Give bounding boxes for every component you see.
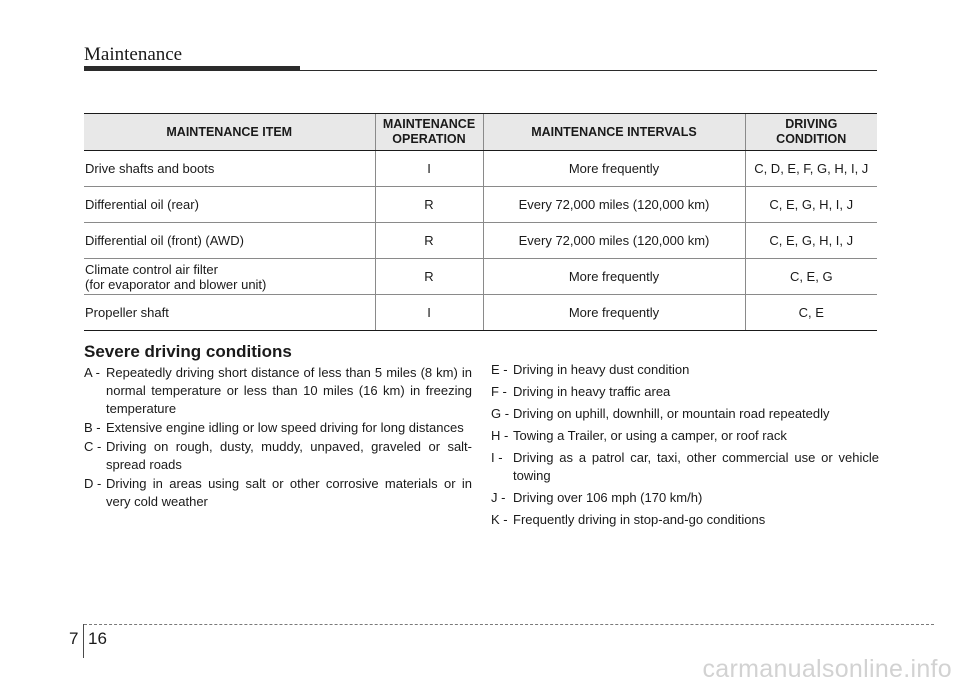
severe-conditions-right-list bbox=[491, 361, 879, 533]
row-operation: R bbox=[375, 187, 483, 223]
list-item bbox=[491, 489, 879, 507]
condition-text: Driving on uphill, downhill, or mountain road repeatedly bbox=[513, 406, 830, 421]
row-interval: More frequently bbox=[483, 259, 745, 295]
footer-dashed-rule bbox=[84, 624, 934, 625]
condition-letter: I - bbox=[491, 450, 503, 465]
column-header-intervals: MAINTENANCE INTERVALS bbox=[483, 114, 745, 151]
row-condition: C, E, G bbox=[745, 259, 877, 295]
row-condition: C, D, E, F, G, H, I, J bbox=[745, 151, 877, 187]
row-interval: More frequently bbox=[483, 151, 745, 187]
row-operation: I bbox=[375, 295, 483, 331]
column-header-condition-text: DRIVING CONDITION bbox=[776, 117, 847, 146]
row-item: Climate control air filter (for evaporator and blower unit) bbox=[84, 259, 375, 295]
condition-text: Driving in heavy dust condition bbox=[513, 362, 690, 377]
list-item bbox=[491, 383, 879, 401]
condition-text: Driving in areas using salt or other corrosive materials or in very cold weather bbox=[106, 476, 472, 509]
row-operation: I bbox=[375, 151, 483, 187]
condition-letter: K - bbox=[491, 512, 508, 527]
condition-text: Extensive engine idling or low speed driving for long distances bbox=[106, 420, 464, 435]
header-rule-thick bbox=[84, 66, 300, 71]
list-item bbox=[84, 438, 472, 474]
condition-text: Driving in heavy traffic area bbox=[513, 384, 671, 399]
row-interval: Every 72,000 miles (120,000 km) bbox=[483, 187, 745, 223]
page-number: 16 bbox=[88, 629, 107, 648]
list-item bbox=[491, 511, 879, 529]
footer-divider bbox=[83, 624, 84, 658]
list-item bbox=[491, 361, 879, 379]
condition-text: Towing a Trailer, or using a camper, or roof rack bbox=[513, 428, 787, 443]
maintenance-table bbox=[84, 113, 877, 331]
table-row bbox=[84, 187, 877, 223]
list-item bbox=[491, 449, 879, 485]
watermark-text: carmanualsonline.info bbox=[702, 655, 952, 683]
table-row bbox=[84, 295, 877, 331]
condition-letter: J - bbox=[491, 490, 506, 505]
condition-letter: H - bbox=[491, 428, 509, 443]
condition-letter: B - bbox=[84, 420, 101, 435]
list-item bbox=[84, 419, 472, 437]
row-operation: R bbox=[375, 223, 483, 259]
condition-text: Frequently driving in stop-and-go conditions bbox=[513, 512, 766, 527]
severe-conditions-left-list bbox=[84, 364, 472, 512]
row-item: Drive shafts and boots bbox=[84, 151, 375, 187]
page-header-title: Maintenance bbox=[84, 44, 183, 65]
condition-letter: A - bbox=[84, 365, 100, 380]
table-header-row bbox=[84, 114, 877, 151]
header-rule-thin bbox=[300, 70, 877, 71]
row-interval: More frequently bbox=[483, 295, 745, 331]
column-header-operation bbox=[375, 114, 483, 151]
row-item: Propeller shaft bbox=[84, 295, 375, 331]
column-header-item: MAINTENANCE ITEM bbox=[84, 114, 375, 151]
condition-text: Driving as a patrol car, taxi, other commercial use or vehicle towing bbox=[513, 450, 879, 483]
condition-text: Driving over 106 mph (170 km/h) bbox=[513, 490, 703, 505]
list-item bbox=[491, 405, 879, 423]
condition-text: Driving on rough, dusty, muddy, unpaved, graveled or salt-spread roads bbox=[106, 439, 472, 472]
row-condition: C, E, G, H, I, J bbox=[745, 187, 877, 223]
column-header-operation-text: MAINTENANCE OPERATION bbox=[382, 117, 476, 146]
list-item bbox=[491, 427, 879, 445]
table-row bbox=[84, 223, 877, 259]
list-item bbox=[84, 475, 472, 511]
condition-letter: D - bbox=[84, 476, 102, 491]
row-condition: C, E, G, H, I, J bbox=[745, 223, 877, 259]
condition-letter: C - bbox=[84, 439, 102, 454]
list-item bbox=[84, 364, 472, 418]
row-item: Differential oil (rear) bbox=[84, 187, 375, 223]
condition-letter: F - bbox=[491, 384, 507, 399]
chapter-number: 7 bbox=[69, 629, 79, 648]
row-interval: Every 72,000 miles (120,000 km) bbox=[483, 223, 745, 259]
row-item: Differential oil (front) (AWD) bbox=[84, 223, 375, 259]
column-header-condition bbox=[745, 114, 877, 151]
table-row bbox=[84, 151, 877, 187]
condition-letter: E - bbox=[491, 362, 508, 377]
condition-text: Repeatedly driving short distance of less than 5 miles (8 km) in normal temperature or less than 10 miles (16 km) in freezing temperature bbox=[106, 365, 472, 416]
row-condition: C, E bbox=[745, 295, 877, 331]
condition-letter: G - bbox=[491, 406, 510, 421]
row-operation: R bbox=[375, 259, 483, 295]
severe-conditions-title: Severe driving conditions bbox=[84, 342, 292, 361]
table-row bbox=[84, 259, 877, 295]
